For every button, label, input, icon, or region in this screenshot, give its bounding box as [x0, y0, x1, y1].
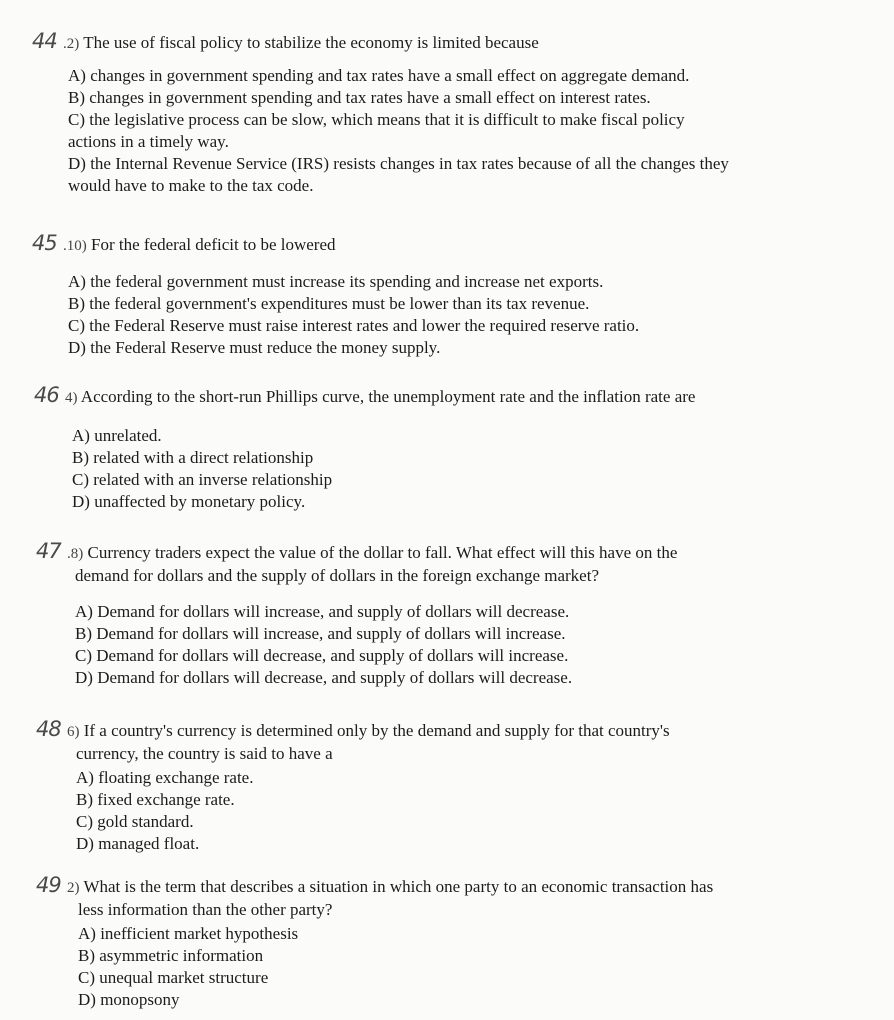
- question-stem: [34, 384, 695, 409]
- question-stem-line-2: currency, the country is said to have a: [76, 744, 333, 763]
- option-a: A) unrelated.: [72, 426, 162, 445]
- option-d: [68, 153, 729, 197]
- handwritten-number: 48: [36, 717, 61, 741]
- option-a: A) inefficient market hypothesis: [78, 924, 299, 943]
- original-number: .8): [66, 546, 84, 562]
- question-44: [32, 30, 729, 197]
- question-45: [32, 232, 639, 359]
- question-stem-line-1: [36, 718, 670, 743]
- option-c: C) related with an inverse relationship: [72, 470, 333, 489]
- question-stem: [32, 30, 729, 55]
- original-number: .10): [62, 238, 87, 254]
- options: [68, 65, 729, 197]
- options: [72, 425, 695, 513]
- handwritten-number: 47: [36, 539, 61, 563]
- option-d: D) managed float.: [76, 834, 200, 853]
- option-a: A) changes in government spending and tax rates have a small effect on aggregate demand.: [68, 66, 690, 85]
- option-d: D) unaffected by monetary policy.: [72, 492, 306, 511]
- option-b: B) changes in government spending and tax rates have a small effect on interest rates.: [68, 88, 651, 107]
- option-d-line-2: would have to make to the tax code.: [68, 176, 314, 195]
- option-b: B) Demand for dollars will increase, and supply of dollars will increase.: [75, 624, 566, 643]
- options: [68, 271, 639, 359]
- option-c-line-1: C) the legislative process can be slow, which means that it is difficult to make fiscal policy: [68, 110, 685, 129]
- question-48: [36, 718, 670, 855]
- handwritten-number: 44: [32, 29, 57, 53]
- handwritten-number: 49: [36, 873, 61, 897]
- stem-text: Currency traders expect the value of the dollar to fall. What effect will this have on the: [87, 543, 678, 562]
- stem-text: The use of fiscal policy to stabilize the economy is limited because: [83, 33, 539, 52]
- stem-text: For the federal deficit to be lowered: [90, 235, 336, 254]
- options: [75, 601, 677, 689]
- option-a: A) Demand for dollars will increase, and supply of dollars will decrease.: [75, 602, 570, 621]
- question-stem-line-2: demand for dollars and the supply of dollars in the foreign exchange market?: [75, 566, 599, 585]
- original-number: 4): [64, 390, 78, 406]
- original-number: 6): [66, 724, 80, 740]
- option-c: C) gold standard.: [76, 812, 194, 831]
- options: [78, 923, 713, 1011]
- option-d: D) monopsony: [78, 990, 180, 1009]
- option-c: C) unequal market structure: [78, 968, 269, 987]
- original-number: 2): [66, 880, 80, 896]
- question-49: [36, 874, 713, 1011]
- question-stem-line-1: [36, 874, 713, 899]
- option-b: B) asymmetric information: [78, 946, 264, 965]
- option-b: B) the federal government's expenditures must be lower than its tax revenue.: [68, 294, 590, 313]
- options: [76, 767, 670, 855]
- option-c-line-2: actions in a timely way.: [68, 132, 229, 151]
- option-a: A) the federal government must increase its spending and increase net exports.: [68, 272, 604, 291]
- option-c: [68, 109, 729, 153]
- stem-text: What is the term that describes a situation in which one party to an economic transaction has: [83, 877, 714, 896]
- question-46: [34, 384, 695, 513]
- option-c: C) Demand for dollars will decrease, and supply of dollars will increase.: [75, 646, 569, 665]
- question-stem: [32, 232, 639, 257]
- stem-text: If a country's currency is determined only by the demand and supply for that country's: [83, 721, 670, 740]
- option-d: D) the Federal Reserve must reduce the money supply.: [68, 338, 441, 357]
- question-stem-line-2: less information than the other party?: [78, 900, 333, 919]
- option-b: B) fixed exchange rate.: [76, 790, 235, 809]
- option-d-line-1: D) the Internal Revenue Service (IRS) resists changes in tax rates because of all the changes they: [68, 154, 729, 173]
- stem-text: According to the short-run Phillips curve, the unemployment rate and the inflation rate are: [80, 387, 696, 406]
- original-number: .2): [62, 36, 80, 52]
- option-c: C) the Federal Reserve must raise interest rates and lower the required reserve ratio.: [68, 316, 640, 335]
- handwritten-number: 46: [34, 383, 59, 407]
- option-b: B) related with a direct relationship: [72, 448, 314, 467]
- question-47: [36, 540, 677, 689]
- handwritten-number: 45: [32, 231, 57, 255]
- question-stem-line-1: [36, 540, 677, 565]
- option-d: D) Demand for dollars will decrease, and supply of dollars will decrease.: [75, 668, 573, 687]
- option-a: A) floating exchange rate.: [76, 768, 254, 787]
